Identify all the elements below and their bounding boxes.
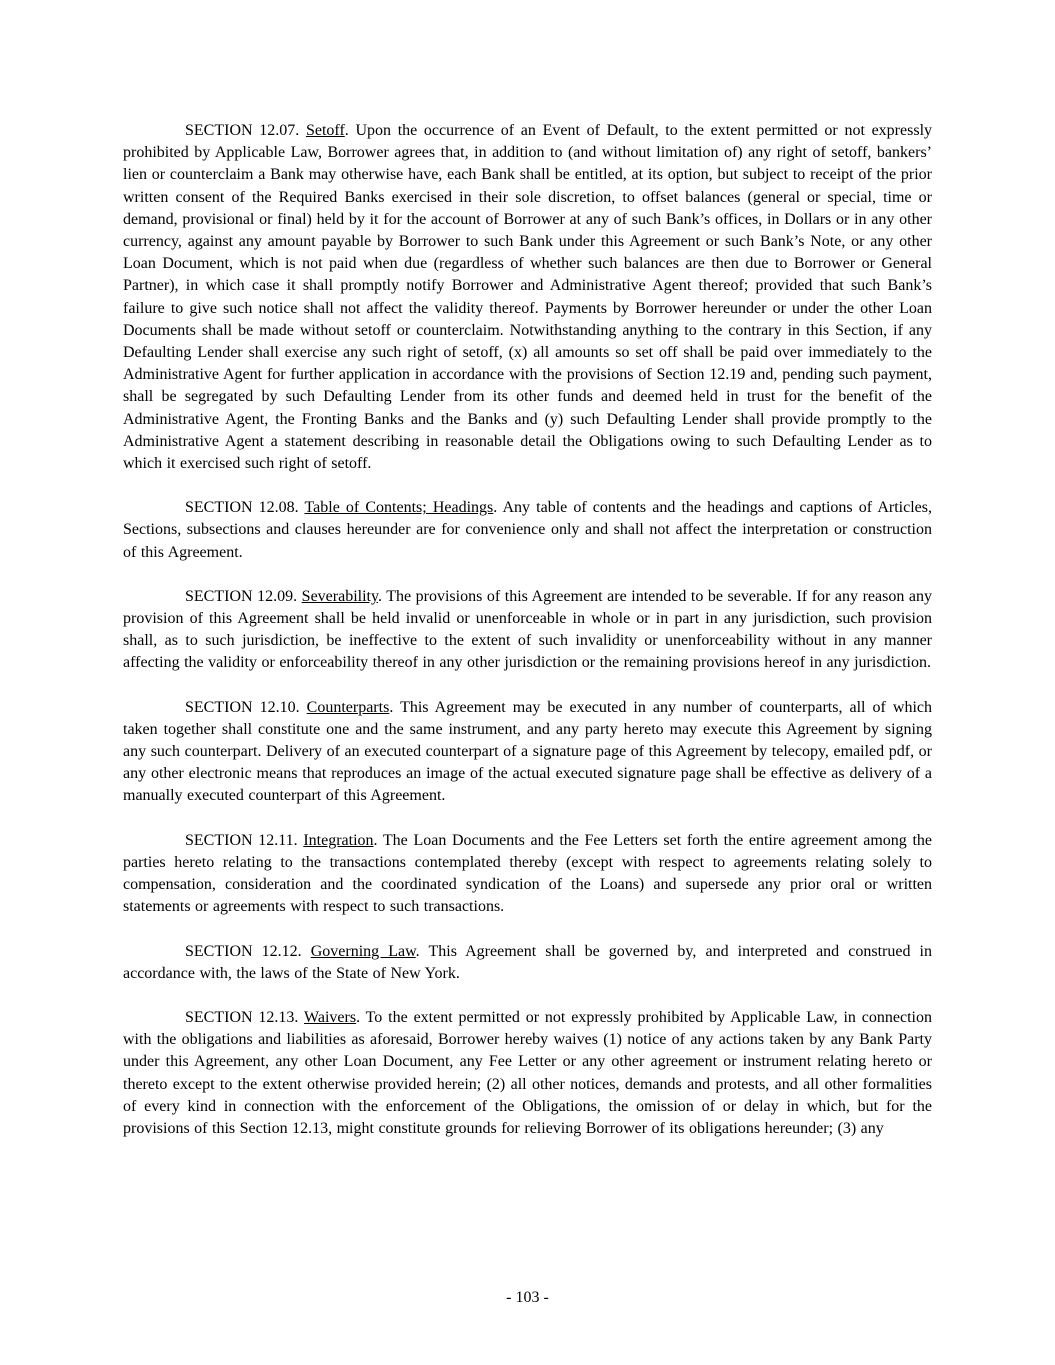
section-paragraph-12-13 xyxy=(123,1007,932,1140)
section-title: Counterparts xyxy=(306,698,390,716)
section-number: SECTION 12.13. xyxy=(185,1008,299,1026)
section-paragraph-12-11 xyxy=(123,830,932,919)
section-paragraph-12-08 xyxy=(123,497,932,564)
section-body: . The Loan Documents and the Fee Letters set forth the entire agreement among the parties hereto relating to the transactions contemplated thereby (except with respect to agreements relating solely to compensation, consideration and the coordinated syndication of the Loans) and supersede any prior oral or written statements or agreements with respect to such transactions. xyxy=(123,831,932,916)
section-body: . To the extent permitted or not expressly prohibited by Applicable Law, in connection with the obligations and liabilities as aforesaid, Borrower hereby waives (1) notice of any actions taken by any Bank Party under this Agreement, any other Loan Document, any Fee Letter or any other agreement or instrument relating hereto or thereto except to the extent otherwise provided herein; (2) all other notices, demands and protests, and all other formalities of every kind in connection with the enforcement of the Obligations, the omission of or delay in which, but for the provisions of this Section 12.13, might constitute grounds for relieving Borrower of its obligations hereunder; (3) any xyxy=(123,1008,933,1137)
section-title: Severability xyxy=(301,587,378,605)
section-title: Integration xyxy=(303,831,374,849)
section-title: Governing Law xyxy=(310,942,416,960)
section-title: Table of Contents; Headings xyxy=(304,499,494,517)
section-title: Setoff xyxy=(305,122,345,139)
section-body: . This Agreement shall be governed by, and interpreted and construed in accordance with, the laws of the State of New York. xyxy=(123,942,933,982)
section-title: Waivers xyxy=(304,1008,357,1026)
section-number: SECTION 12.11. xyxy=(185,831,298,849)
section-number: SECTION 12.09. xyxy=(185,587,298,605)
section-number: SECTION 12.08. xyxy=(185,499,299,517)
section-paragraph-12-10 xyxy=(123,697,932,808)
section-number: SECTION 12.07. xyxy=(185,122,300,139)
section-body: . Upon the occurrence of an Event of Default, to the extent permitted or not expressly prohibited by Applicable Law, Borrower agrees that, in addition to (and without limitation of) any right of setoff, bankers’ lien or counterclaim a Bank may otherwise have, each Bank shall be entitled, at its option, but subject to receipt of the prior written consent of the Required Banks exercised in their sole discretion, to offset balances (general or special, time or demand, provisional or final) held by it for the account of Borrower at any of such Bank’s offices, in Dollars or in any other currency, against any amount payable by Borrower to such Bank under this Agreement or such Bank’s Note, or any other Loan Document, which is not paid when due (regardless of whether such balances are then due to Borrower or General Partner), in which case it shall promptly notify Borrower and Administrative Agent thereof; provided that such Bank’s failure to give such notice shall not affect the validity thereof. Payments by Borrower hereunder or under the other Loan Documents shall be made without setoff or counterclaim. Notwithstanding anything to the contrary in this Section, if any Defaulting Lender shall exercise any such right of setoff, (x) all amounts so set off shall be paid over immediately to the Administrative Agent for further application in accordance with the provisions of Section 12.19 and, pending such payment, shall be segregated by such Defaulting Lender from its other funds and deemed held in trust for the benefit of the Administrative Agent, the Fronting Banks and the Banks and (y) such Defaulting Lender shall provide promptly to the Administrative Agent a statement describing in reasonable detail the Obligations owing to such Defaulting Lender as to which it exercised such right of setoff. xyxy=(123,122,933,473)
section-body: . This Agreement may be executed in any number of counterparts, all of which taken together shall constitute one and the same instrument, and any party hereto may execute this Agreement by signing any such counterpart. Delivery of an executed counterpart of a signature page of this Agreement by telecopy, emailed pdf, or any other electronic means that reproduces an image of the actual executed signature page shall be effective as delivery of a manually executed counterpart of this Agreement. xyxy=(123,698,932,805)
section-body: . Any table of contents and the headings and captions of Articles, Sections, subsections and clauses hereunder are for convenience only and shall not affect the interpretation or construction of this Agreement. xyxy=(123,499,932,561)
section-body: . The provisions of this Agreement are intended to be severable. If for any reason any provision of this Agreement shall be held invalid or unenforceable in whole or in part in any jurisdiction, such provision shall, as to such jurisdiction, be ineffective to the extent of such invalidity or unenforceability without in any manner affecting the validity or enforceability thereof in any other jurisdiction or the remaining provisions hereof in any jurisdiction. xyxy=(123,587,933,672)
section-paragraph-12-09 xyxy=(123,586,932,675)
section-number: SECTION 12.10. xyxy=(185,698,300,716)
section-paragraph-12-07 xyxy=(123,120,932,475)
section-paragraph-12-12 xyxy=(123,941,932,985)
page-number: - 103 - xyxy=(506,1289,549,1306)
section-number: SECTION 12.12. xyxy=(185,942,302,960)
